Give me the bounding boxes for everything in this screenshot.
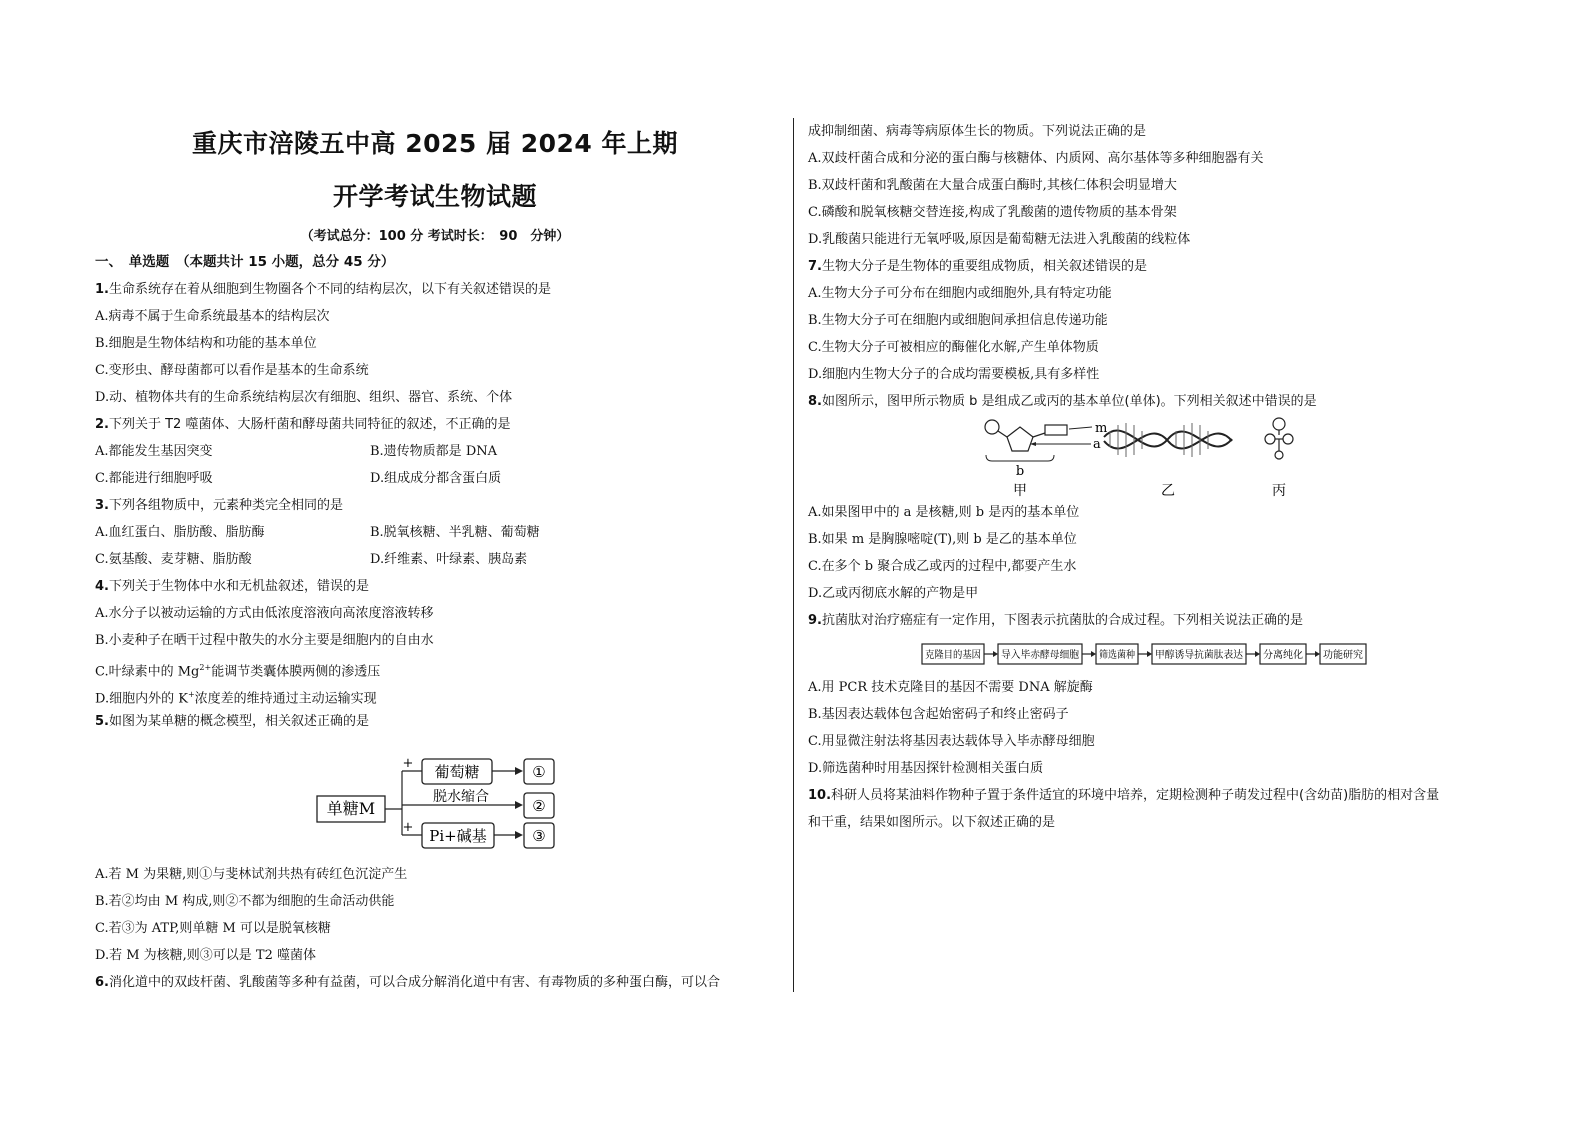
glucose-label: 葡萄糖	[434, 763, 480, 781]
question-8	[808, 388, 1508, 607]
question-stem	[808, 782, 1508, 809]
flow-arrow-head	[993, 651, 998, 657]
question-7	[808, 253, 1508, 388]
question-9	[808, 607, 1508, 782]
question-stem-continued: 成抑制细菌、病毒等病原体生长的物质。下列说法正确的是	[808, 124, 1147, 139]
option-d-text: D.细胞内外的 K	[95, 691, 188, 707]
question-text: 生命系统存在着从细胞到生物圈各个不同的结构层次，以下有关叙述错误的是	[108, 282, 551, 297]
option-row	[95, 519, 775, 546]
bond-line	[1033, 433, 1045, 437]
question-number: 6.	[95, 975, 109, 990]
question-5	[95, 708, 775, 969]
question-text: 如图所示，图甲所示物质 b 是组成乙或丙的基本单位(单体)。下列相关叙述中错误的是	[821, 394, 1317, 409]
bracket-b	[986, 455, 1054, 461]
option-c: C.氨基酸、麦芽糖、脂肪酸	[95, 552, 252, 567]
option-a: A.病毒不属于生命系统最基本的结构层次	[95, 309, 330, 324]
option-c: C.若③为 ATP,则单糖 M 可以是脱氧核糖	[95, 921, 331, 936]
exam-info: （考试总分：100 分 考试时长： 90 分钟）	[300, 229, 570, 244]
plus-sign: +	[402, 756, 414, 771]
product-2-label: ②	[532, 797, 546, 815]
option-b: B.基因表达载体包含起始密码子和终止密码子	[808, 707, 1069, 722]
trna-loop	[1283, 434, 1293, 444]
label-m: m	[1095, 421, 1108, 436]
question-stem	[95, 411, 775, 438]
pentose-ring	[1007, 427, 1033, 451]
ion-charge: 2+	[199, 663, 212, 672]
option-d-text-end: 浓度差的维持通过主动运输实现	[194, 691, 377, 707]
question-stem	[95, 573, 775, 600]
option-a: A.水分子以被动运输的方式由低浓度溶液向高浓度溶液转移	[95, 606, 434, 621]
trna-loop	[1273, 418, 1285, 430]
question-3	[95, 492, 775, 573]
plus-sign: +	[402, 820, 414, 835]
question-stem	[808, 388, 1508, 415]
question-number: 3.	[95, 498, 109, 513]
left-column	[95, 118, 775, 996]
option-b: B.脱氧核糖、半乳糖、葡萄糖	[370, 525, 540, 540]
question-stem-continued: 和干重，结果如图所示。以下叙述正确的是	[808, 815, 1056, 830]
question-stem	[808, 607, 1508, 634]
flow-step-label: 甲醇诱导抗菌肽表达	[1155, 650, 1245, 661]
question-text: 下列各组物质中，元素种类完全相同的是	[108, 498, 343, 513]
option-b: B.遗传物质都是 DNA	[370, 444, 498, 459]
flow-arrow-head	[1091, 651, 1096, 657]
option-row	[95, 438, 775, 465]
option-b: B.双歧杆菌和乳酸菌在大量合成蛋白酶时,其核仁体积会明显增大	[808, 178, 1177, 193]
nucleotide-diagram	[808, 415, 1508, 499]
question-text: 抗菌肽对治疗癌症有一定作用，下图表示抗菌肽的合成过程。下列相关说法正确的是	[821, 613, 1303, 628]
question-stem	[95, 276, 775, 303]
flow-step-label: 功能研究	[1323, 650, 1363, 661]
label-b: b	[1015, 464, 1025, 479]
option-a: A.若 M 为果糖,则①与斐林试剂共热有砖红色沉淀产生	[95, 867, 408, 882]
flow-arrow-head	[1315, 651, 1320, 657]
question-stem	[95, 492, 775, 519]
option-d: D.纤维素、叶绿素、胰岛素	[370, 552, 528, 567]
question-2	[95, 411, 775, 492]
nucleotide-jia	[985, 420, 1107, 499]
question-text: 下列关于 T2 噬菌体、大肠杆菌和酵母菌共同特征的叙述，不正确的是	[108, 417, 511, 432]
question-6-continued	[808, 118, 1508, 253]
right-column	[808, 118, 1508, 836]
option-b: B.生物大分子可在细胞内或细胞间承担信息传递功能	[808, 313, 1108, 328]
antimicrobial-peptide-flowchart	[808, 634, 1508, 674]
monosaccharide-m-label: 单糖M	[326, 799, 376, 818]
question-4	[95, 573, 775, 708]
option-c: C.磷酸和脱氧核糖交替连接,构成了乳酸菌的遗传物质的基本骨架	[808, 205, 1177, 220]
flow-step-label: 分离纯化	[1263, 650, 1303, 661]
question-text: 科研人员将某油料作物种子置于条件适宜的环境中培养，定期检测种子萌发过程中(含幼苗)脂肪的相对含量	[831, 788, 1440, 803]
option-c	[95, 654, 775, 681]
option-b: B.如果 m 是胸腺嘧啶(T),则 b 是乙的基本单位	[808, 532, 1077, 547]
monosaccharide-concept-diagram	[95, 735, 775, 861]
dna-helix-yi	[1104, 423, 1232, 499]
question-10	[808, 782, 1508, 836]
option-a: A.都能发生基因突变	[95, 444, 213, 459]
flow-step-label: 筛选菌种	[1099, 650, 1139, 661]
arrow-head	[515, 801, 523, 809]
label-jia: 甲	[1013, 483, 1027, 499]
option-d: D.筛选菌种时用基因探针检测相关蛋白质	[808, 761, 1044, 776]
question-text: 如图为某单糖的概念模型，相关叙述正确的是	[108, 714, 369, 729]
option-c: C.变形虫、酵母菌都可以看作是基本的生命系统	[95, 363, 369, 378]
option-d: D.动、植物体共有的生命系统结构层次有细胞、组织、器官、系统、个体	[95, 390, 513, 405]
product-1-label: ①	[532, 763, 546, 781]
trna-loop	[1265, 434, 1275, 444]
label-yi: 乙	[1161, 483, 1175, 499]
option-b: B.小麦种子在晒干过程中散失的水分主要是细胞内的自由水	[95, 633, 434, 648]
question-number: 10.	[808, 788, 832, 803]
phosphate-circle	[985, 420, 999, 434]
ion-charge: +	[187, 690, 195, 699]
question-number: 1.	[95, 282, 109, 297]
option-d: D.乙或丙彻底水解的产物是甲	[808, 586, 979, 601]
section-heading: 一、 单选题 （本题共计 15 小题，总分 45 分）	[95, 254, 395, 270]
option-c: C.用显微注射法将基因表达载体导入毕赤酵母细胞	[808, 734, 1095, 749]
arrow-head	[515, 831, 523, 839]
option-a: A.血红蛋白、脂肪酸、脂肪酶	[95, 525, 265, 540]
option-a: A.用 PCR 技术克隆目的基因不需要 DNA 解旋酶	[808, 680, 1093, 695]
option-d: D.若 M 为核糖,则③可以是 T2 噬菌体	[95, 948, 317, 963]
option-a: A.如果图甲中的 a 是核糖,则 b 是丙的基本单位	[808, 505, 1080, 520]
option-b: B.若②均由 M 构成,则②不都为细胞的生命活动供能	[95, 894, 395, 909]
option-a: A.生物大分子可分布在细胞内或细胞外,具有特定功能	[808, 286, 1112, 301]
question-stem	[808, 253, 1508, 280]
option-b: B.细胞是生物体结构和功能的基本单位	[95, 336, 317, 351]
option-d	[95, 681, 775, 708]
question-text: 生物大分子是生物体的重要组成物质，相关叙述错误的是	[821, 259, 1147, 274]
option-d: D.乳酸菌只能进行无氧呼吸,原因是葡萄糖无法进入乳酸菌的线粒体	[808, 232, 1191, 247]
question-text: 消化道中的双歧杆菌、乳酸菌等多种有益菌，可以合成分解消化道中有害、有毒物质的多种蛋白酶，可以合	[108, 975, 720, 990]
question-1	[95, 276, 775, 411]
arrow-head	[515, 767, 523, 775]
label-a: a	[1093, 437, 1101, 452]
label-bing: 丙	[1272, 483, 1286, 499]
bond-line	[998, 431, 1007, 437]
flow-arrow-head	[1255, 651, 1260, 657]
column-divider	[793, 118, 794, 992]
exam-title-line2: 开学考试生物试题	[332, 182, 537, 211]
option-c: C.都能进行细胞呼吸	[95, 471, 213, 486]
option-c-text: C.叶绿素中的 Mg	[95, 664, 200, 680]
question-text: 下列关于生物体中水和无机盐叙述，错误的是	[108, 579, 369, 594]
flowchart-steps	[922, 644, 1366, 664]
label-line-m	[1069, 427, 1092, 429]
option-row	[95, 465, 775, 492]
option-c-text-end: 能调节类囊体膜两侧的渗透压	[211, 664, 381, 680]
base-box	[1045, 425, 1067, 435]
question-stem	[95, 708, 775, 735]
flow-step-label: 导入毕赤酵母细胞	[1001, 650, 1081, 661]
product-3-label: ③	[532, 827, 546, 845]
question-number: 7.	[808, 259, 822, 274]
base-pairs	[1110, 423, 1208, 457]
flow-arrow-head	[1147, 651, 1152, 657]
question-number: 9.	[808, 613, 822, 628]
option-a: A.双歧杆菌合成和分泌的蛋白酶与核糖体、内质网、高尔基体等多种细胞器有关	[808, 151, 1264, 166]
question-number: 2.	[95, 417, 109, 432]
trna-loop	[1275, 451, 1283, 459]
option-d: D.细胞内生物大分子的合成均需要模板,具有多样性	[808, 367, 1100, 382]
question-number: 8.	[808, 394, 822, 409]
option-c: C.在多个 b 聚合成乙或丙的过程中,都要产生水	[808, 559, 1077, 574]
question-6	[95, 969, 775, 996]
dehydration-label: 脱水缩合	[433, 789, 489, 805]
pi-base-label: Pi+碱基	[429, 827, 487, 845]
option-row	[95, 546, 775, 573]
option-d: D.组成成分都含蛋白质	[370, 471, 502, 486]
question-number: 4.	[95, 579, 109, 594]
trna-bing	[1265, 418, 1293, 499]
exam-title-line1: 重庆市涪陵五中高 2025 届 2024 年上期	[192, 129, 678, 158]
flow-step-label: 克隆目的基因	[925, 650, 985, 661]
option-c: C.生物大分子可被相应的酶催化水解,产生单体物质	[808, 340, 1099, 355]
helix-strand	[1104, 430, 1232, 446]
question-stem	[95, 969, 775, 996]
question-number: 5.	[95, 714, 109, 729]
